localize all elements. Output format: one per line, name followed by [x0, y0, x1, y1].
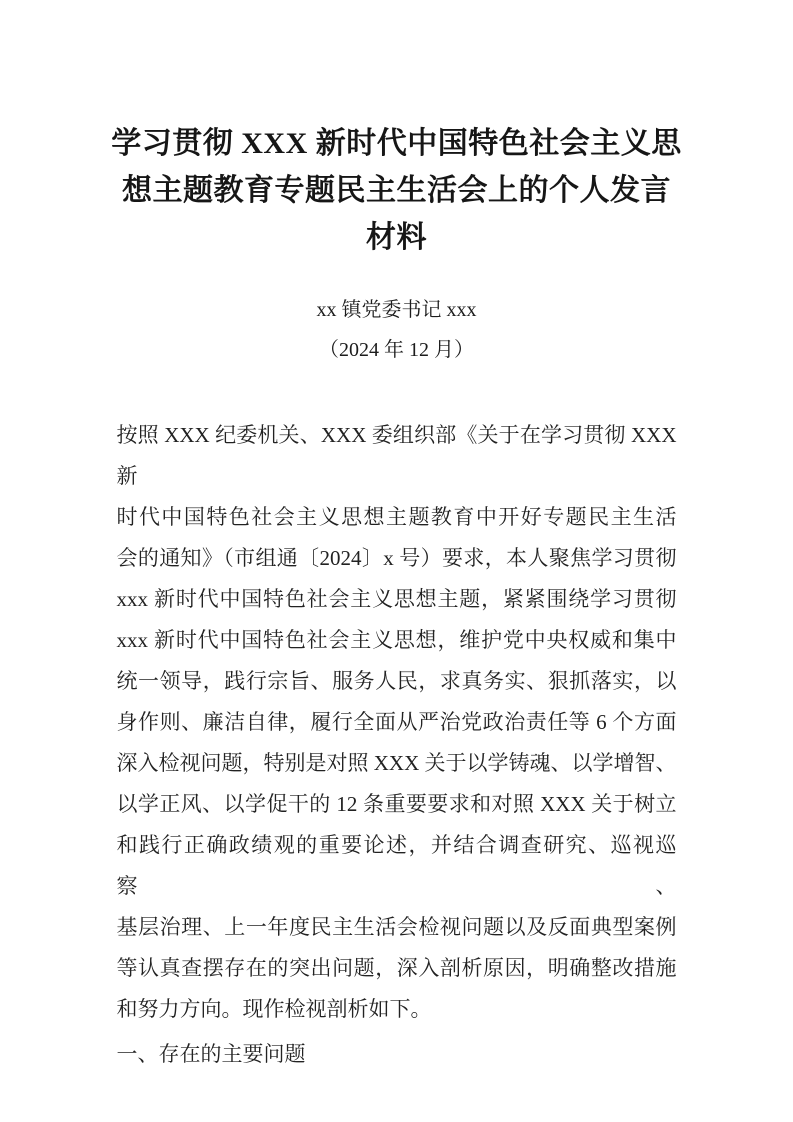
document-title — [0, 0, 793, 261]
body-line: 时代中国特色社会主义思想主题教育中开好专题民主生活 — [116, 505, 677, 529]
body-line: 按照 XXX 纪委机关、XXX 委组织部《关于在学习贯彻 XXX 新 — [116, 423, 677, 488]
body-line: 身作则、廉洁自律，履行全面从严治党政治责任等 6 个方面 — [116, 710, 677, 734]
body-line: 深入检视问题，特别是对照 XXX 关于以学铸魂、以学增智、 — [116, 751, 677, 775]
body-line: 等认真查摆存在的突出问题，深入剖析原因，明确整改措施 — [116, 956, 677, 980]
body-paragraph — [117, 415, 677, 1030]
byline: xx 镇党委书记 xxx — [316, 299, 477, 321]
body-line: 统一领导，践行宗旨、服务人民，求真务实、狠抓落实，以 — [116, 669, 677, 693]
body-line: 以学正风、以学促干的 12 条重要要求和对照 XXX 关于树立 — [116, 792, 677, 816]
body-line: 和努力方向。现作检视剖析如下。 — [116, 997, 432, 1021]
title-line-2: 想主题教育专题民主生活会上的个人发言 — [122, 174, 671, 207]
body-line: xxx 新时代中国特色社会主义思想主题，紧紧围绕学习贯彻 — [116, 587, 677, 611]
body-line: xxx 新时代中国特色社会主义思想，维护党中央权威和集中 — [116, 628, 677, 652]
title-line-1: 学习贯彻 XXX 新时代中国特色社会主义思 — [111, 127, 682, 160]
body-line: 会的通知》（市组通〔2024〕x 号）要求，本人聚焦学习贯彻 — [116, 546, 677, 570]
dateline: （2024 年 12 月） — [319, 339, 474, 361]
body-line: 和践行正确政绩观的重要论述，并结合调查研究、巡视巡察、 — [116, 833, 677, 898]
title-line-3: 材料 — [366, 221, 427, 254]
section-heading: 一、存在的主要问题 — [116, 1042, 306, 1066]
body-line: 基层治理、上一年度民主生活会检视问题以及反面典型案例 — [116, 915, 677, 939]
